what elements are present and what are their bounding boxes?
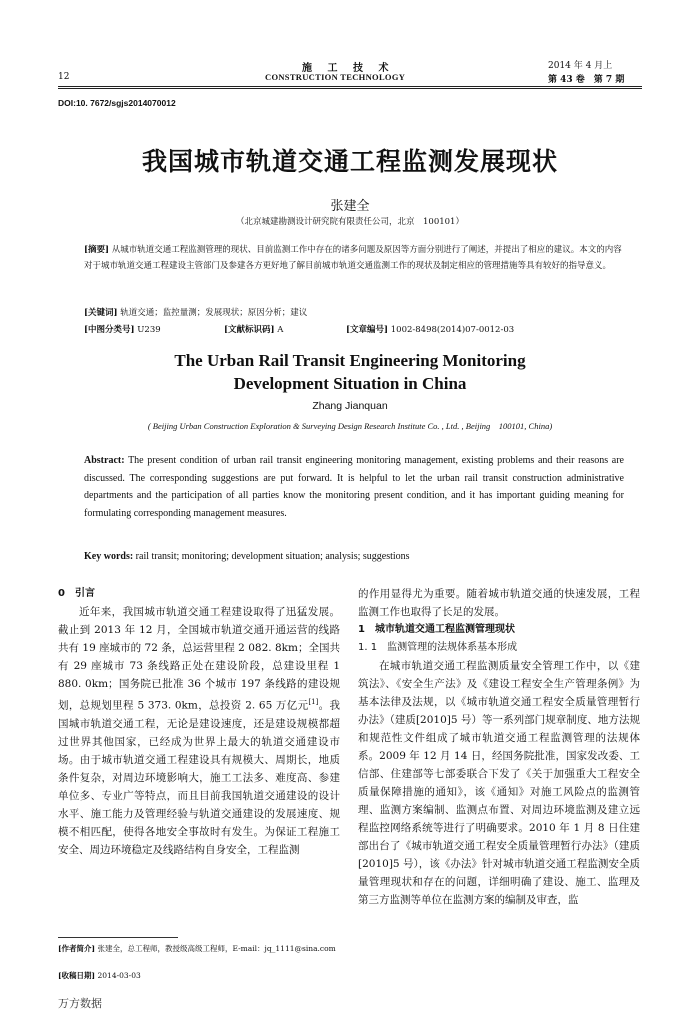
keywords-en-label: Key words: — [84, 551, 134, 562]
watermark-text: 万方数据 — [58, 997, 102, 1010]
abstract-en-text: The present condition of urban rail transit engineering monitoring management, existing problems and their reasons are discussed. The corresponding suggestions are put forward. It is helpful to let the urban rail transit construction administrative departments and the participation of all parties know the monitoring present condition, and it has important guiding meaning for formulating corresponding management measures. — [84, 455, 624, 519]
section-0-heading: 0 引言 — [58, 588, 95, 599]
keywords-cn-text: 轨道交通；监控量测；发展现状；原因分析；建议 — [120, 308, 308, 318]
received-date — [58, 969, 340, 982]
intro-text-cont: 。我国城市轨道交通工程，无论是建设速度，还是建设规模都超过世界其他国家，已经成为世界上最大的轨道交通建设市场。由于城市轨道交通工程建设具有规模大、周期长，地质条件复杂，对周边环境影响大，施工工法多、难度高、参建单位多、专业广等特点，而且目前我国轨道交通建设的设计水平、施工能力及管理经验与轨道交通建设的发展速度、规模不相匹配，使得各地安全事故时有发生。为保证工程施工安全、周边环境稳定及线路结构自身安全，工程监测 — [58, 699, 341, 856]
title-en-line1: The Urban Rail Transit Engineering Monitoring — [174, 351, 526, 370]
abstract-en-label: Abstract: — [84, 455, 125, 466]
clc-value: U239 — [137, 325, 161, 335]
doi: DOI:10. 7672/sgjs2014070012 — [58, 98, 176, 108]
clc-label: [中图分类号] — [84, 325, 135, 335]
citation-1: [1] — [308, 698, 319, 706]
received-label: [收稿日期] — [58, 971, 96, 980]
affiliation-cn: （北京城建勘测设计研究院有限责任公司，北京 100101） — [236, 217, 464, 227]
abstract-en — [84, 452, 624, 522]
footnote-rule — [58, 937, 178, 938]
keywords-en-text: rail transit; monitoring; development situation; analysis; suggestions — [135, 551, 410, 562]
journal-name-en: CONSTRUCTION TECHNOLOGY — [265, 72, 406, 82]
keywords-cn-label: [关键词] — [84, 308, 118, 318]
title-en — [0, 349, 700, 395]
title-en-line2: Development Situation in China — [233, 374, 467, 393]
doc-code-label: [文献标识码] — [224, 325, 275, 335]
header-rule — [58, 86, 642, 87]
header-rule-2 — [58, 88, 642, 89]
body-left-column — [58, 585, 340, 859]
keywords-cn — [84, 305, 624, 321]
keywords-en — [84, 551, 624, 562]
abstract-cn-label: [摘要] — [84, 245, 110, 255]
volume-issue: 第 43 卷 第 7 期 — [548, 75, 625, 85]
received-value: 2014-03-03 — [97, 971, 141, 980]
section-1-1-heading: 1. 1 监测管理的法规体系基本形成 — [358, 642, 518, 653]
issue-date: 2014 年 4 月上 — [548, 61, 613, 71]
affiliation-en: ( Beijing Urban Construction Exploration & Surveying Design Research Institute Co. , Ltd. , Beijing 100101, China) — [147, 421, 553, 431]
abstract-cn — [84, 242, 624, 274]
author-bio-label: [作者简介] — [58, 944, 96, 953]
body-right-column — [358, 585, 640, 909]
intro-paragraph — [58, 603, 340, 859]
intro-text: 近年来，我国城市轨道交通工程建设取得了迅猛发展。截止到 2013 年 12 月，全国城市轨道交通开通运营的线路共有 19 座城市的 72 条，总运营里程 2 082. 8km；全国共有 29 座城市 73 条线路正处在建设阶段，总建设里程 1 880. 0km；国务院已批准 36 个城市 197 条线路的建设规划，总规划里程 5 373. 0km，总投资 2. 65 万亿元 — [58, 606, 340, 712]
abstract-cn-text: 从城市轨道交通工程监测管理的现状、目前监测工作中存在的诸多问题及原因等方面分别进行了阐述，并提出了相应的建议。本文的内容对于城市轨道交通工程建设主管部门及参建各方更好地了解目前城市轨道交通监测工作的现状及制定相应的管理措施等具有较好的指导意义。 — [84, 245, 622, 271]
article-no-value: 1002-8498(2014)07-0012-03 — [390, 325, 515, 335]
author-en: Zhang Jianquan — [312, 400, 388, 412]
author-bio-text: 张建全，总工程师，教授级高级工程师，E-mail：jq_1111@sina.com — [97, 944, 336, 953]
title-cn: 我国城市轨道交通工程监测发展现状 — [141, 147, 558, 176]
section-1-1-paragraph: 在城市轨道交通工程监测质量安全管理工作中，以《建筑法》、《安全生产法》及《建设工程安全生产管理条例》为基本法律及法规，以《城市轨道交通工程安全质量管理暂行办法》（建质[2010]5 号）等一系列部门规章制度、地方法规和规范性文件组成了城市轨道交通工程监测管理的法规体系。2009 年 12 月 14 日，经国务院批准，国家发改委、工信部、住建部等七部委联合下发了《关于加强重大工程安全质量保障措施的通知》，该《通知》对施工风险点的监测管理、监测方案编制、监测点布置、对周边环境监测及建立远程监控网络系统等进行了明确要求。2010 年 1 月 8 日住建部出台了《城市轨道交通工程安全质量管理暂行办法》（建质[2010]5 号），该《办法》针对城市轨道交通工程监测安全质量管理现状和存在的问题，详细明确了建设、施工、监理及第三方监测等单位在监测方案的编制及审查，监 — [358, 660, 640, 906]
doc-code-value: A — [277, 325, 284, 335]
author-bio — [58, 942, 340, 955]
right-continuation: 的作用显得尤为重要。随着城市轨道交通的快速发展，工程监测工作也取得了长足的发展。 — [358, 588, 640, 618]
author-cn: 张建全 — [330, 199, 370, 214]
page-number: 12 — [58, 72, 70, 82]
journal-name-cn: 施 工 技 术 — [302, 63, 395, 74]
section-1-heading: 1 城市轨道交通工程监测管理现状 — [358, 624, 515, 635]
article-no-label: [文章编号] — [346, 325, 389, 335]
